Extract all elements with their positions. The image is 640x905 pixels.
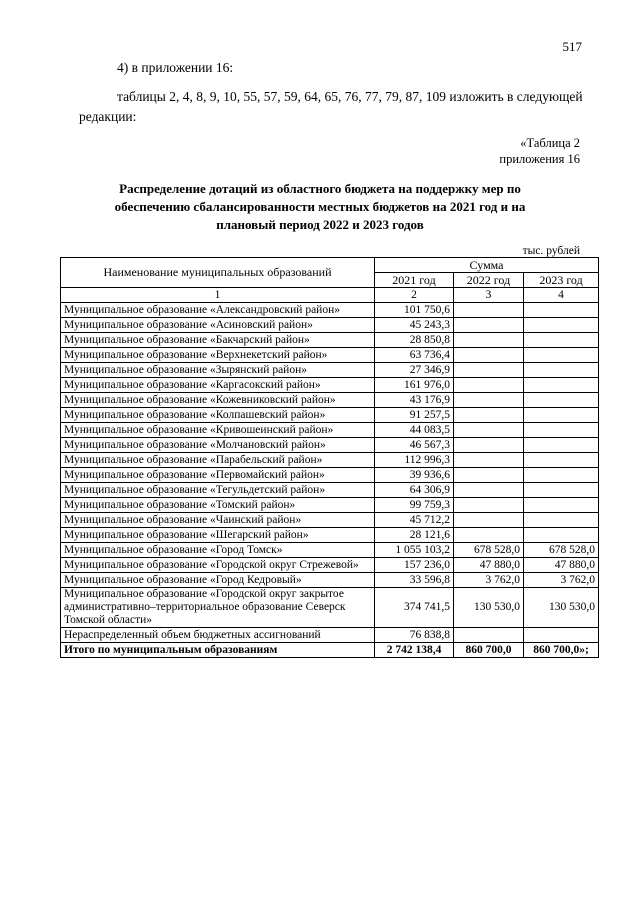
- total-value-2021: 2 742 138,4: [375, 643, 454, 658]
- row-name: Муниципальное образование «Кожевниковский район»: [61, 393, 375, 408]
- row-value-2023: [524, 498, 599, 513]
- header-sum: Сумма: [375, 258, 599, 273]
- header-year-2023: 2023 год: [524, 273, 599, 288]
- table-row: [61, 438, 599, 453]
- row-value-2023: 130 530,0: [524, 588, 599, 628]
- row-value-2023: [524, 628, 599, 643]
- row-value-2021: 43 176,9: [375, 393, 454, 408]
- heading-line-3: плановый период 2022 и 2023 годов: [216, 217, 424, 232]
- total-value-2022: 860 700,0: [454, 643, 524, 658]
- row-value-2022: [454, 408, 524, 423]
- row-value-2021: 76 838,8: [375, 628, 454, 643]
- row-value-2023: [524, 468, 599, 483]
- table-row: [61, 468, 599, 483]
- row-name: Муниципальное образование «Тегульдетский район»: [61, 483, 375, 498]
- row-value-2023: [524, 363, 599, 378]
- document-heading: [60, 180, 580, 234]
- row-value-2022: [454, 333, 524, 348]
- index-col-2: 2: [375, 288, 454, 303]
- row-value-2023: [524, 513, 599, 528]
- row-value-2022: [454, 318, 524, 333]
- row-value-2023: [524, 318, 599, 333]
- row-value-2021: 46 567,3: [375, 438, 454, 453]
- unit-label: тыс. рублей: [522, 245, 580, 257]
- row-value-2021: 101 750,6: [375, 303, 454, 318]
- row-name: Муниципальное образование «Городской округ Стрежевой»: [61, 558, 375, 573]
- row-value-2022: [454, 393, 524, 408]
- index-col-3: 3: [454, 288, 524, 303]
- row-value-2022: [454, 438, 524, 453]
- table-row: [61, 573, 599, 588]
- row-value-2023: [524, 393, 599, 408]
- table-caption: [499, 135, 580, 167]
- page-number: 517: [562, 39, 582, 54]
- row-name: Муниципальное образование «Шегарский район»: [61, 528, 375, 543]
- row-value-2023: [524, 378, 599, 393]
- row-value-2022: 130 530,0: [454, 588, 524, 628]
- row-value-2021: 374 741,5: [375, 588, 454, 628]
- row-name: Муниципальное образование «Парабельский район»: [61, 453, 375, 468]
- row-value-2023: 678 528,0: [524, 543, 599, 558]
- table-row: [61, 303, 599, 318]
- row-value-2022: 47 880,0: [454, 558, 524, 573]
- row-name: Муниципальное образование «Город Кедровый»: [61, 573, 375, 588]
- table-row: [61, 483, 599, 498]
- row-value-2022: [454, 528, 524, 543]
- row-value-2023: [524, 453, 599, 468]
- row-value-2021: 27 346,9: [375, 363, 454, 378]
- row-value-2022: [454, 378, 524, 393]
- row-value-2021: 91 257,5: [375, 408, 454, 423]
- table-row: [61, 558, 599, 573]
- row-value-2021: 99 759,3: [375, 498, 454, 513]
- table-row: [61, 498, 599, 513]
- total-value-2023: 860 700,0»;: [524, 643, 599, 658]
- row-value-2022: 678 528,0: [454, 543, 524, 558]
- row-value-2023: [524, 528, 599, 543]
- caption-table-number: «Таблица 2: [520, 136, 580, 150]
- table-row: [61, 588, 599, 628]
- row-name: Муниципальное образование «Асиновский район»: [61, 318, 375, 333]
- row-value-2023: [524, 438, 599, 453]
- table-row: [61, 628, 599, 643]
- row-name: Муниципальное образование «Чаинский район»: [61, 513, 375, 528]
- row-value-2022: [454, 513, 524, 528]
- row-value-2022: [454, 483, 524, 498]
- table-row: [61, 363, 599, 378]
- index-col-1: 1: [61, 288, 375, 303]
- row-value-2021: 39 936,6: [375, 468, 454, 483]
- row-value-2021: 45 243,3: [375, 318, 454, 333]
- table-row: [61, 453, 599, 468]
- row-name: Муниципальное образование «Верхнекетский район»: [61, 348, 375, 363]
- row-value-2022: [454, 498, 524, 513]
- table-row: [61, 318, 599, 333]
- row-value-2023: [524, 423, 599, 438]
- table-row: [61, 408, 599, 423]
- row-value-2021: 1 055 103,2: [375, 543, 454, 558]
- intro-line-2: таблицы 2, 4, 8, 9, 10, 55, 57, 59, 64, 65, 76, 77, 79, 87, 109 изложить в следующей: [117, 89, 583, 104]
- row-name: Муниципальное образование «Александровский район»: [61, 303, 375, 318]
- table-row: [61, 333, 599, 348]
- table-row: [61, 543, 599, 558]
- row-name: Муниципальное образование «Каргасокский район»: [61, 378, 375, 393]
- row-value-2021: 157 236,0: [375, 558, 454, 573]
- budget-table: [60, 257, 599, 658]
- header-year-2022: 2022 год: [454, 273, 524, 288]
- row-value-2022: [454, 453, 524, 468]
- row-value-2022: [454, 423, 524, 438]
- row-value-2021: 28 850,8: [375, 333, 454, 348]
- row-name: Муниципальное образование «Томский район»: [61, 498, 375, 513]
- intro-line-1: 4) в приложении 16:: [117, 60, 234, 75]
- row-value-2021: 63 736,4: [375, 348, 454, 363]
- row-value-2022: [454, 348, 524, 363]
- table-row: [61, 378, 599, 393]
- total-name: Итого по муниципальным образованиям: [61, 643, 375, 658]
- row-value-2023: [524, 483, 599, 498]
- row-name: Муниципальное образование «Бакчарский район»: [61, 333, 375, 348]
- table-row: [61, 423, 599, 438]
- row-value-2022: [454, 303, 524, 318]
- table-row: [61, 393, 599, 408]
- row-name: Нераспределенный объем бюджетных ассигнований: [61, 628, 375, 643]
- table-row: [61, 528, 599, 543]
- row-value-2022: [454, 628, 524, 643]
- row-name: Муниципальное образование «Кривошеинский район»: [61, 423, 375, 438]
- heading-line-1: Распределение дотаций из областного бюджета на поддержку мер по: [119, 181, 521, 196]
- row-name: Муниципальное образование «Городской округ закрытое административно–территориальное образование Северск Томской области»: [61, 588, 375, 628]
- header-name: Наименование муниципальных образований: [61, 258, 375, 288]
- row-value-2022: [454, 363, 524, 378]
- caption-appendix: приложения 16: [499, 152, 580, 166]
- row-value-2021: 161 976,0: [375, 378, 454, 393]
- row-value-2023: [524, 408, 599, 423]
- table-row: [61, 348, 599, 363]
- row-value-2023: [524, 348, 599, 363]
- row-value-2022: [454, 468, 524, 483]
- row-name: Муниципальное образование «Город Томск»: [61, 543, 375, 558]
- row-value-2021: 33 596,8: [375, 573, 454, 588]
- row-value-2021: 28 121,6: [375, 528, 454, 543]
- row-value-2021: 64 306,9: [375, 483, 454, 498]
- intro-line-3: редакции:: [79, 109, 137, 124]
- row-value-2023: 3 762,0: [524, 573, 599, 588]
- row-name: Муниципальное образование «Зырянский район»: [61, 363, 375, 378]
- row-name: Муниципальное образование «Молчановский район»: [61, 438, 375, 453]
- header-year-2021: 2021 год: [375, 273, 454, 288]
- row-value-2023: [524, 333, 599, 348]
- row-value-2021: 45 712,2: [375, 513, 454, 528]
- row-value-2021: 44 083,5: [375, 423, 454, 438]
- row-value-2023: [524, 303, 599, 318]
- total-row: [61, 643, 599, 658]
- row-value-2022: 3 762,0: [454, 573, 524, 588]
- index-col-4: 4: [524, 288, 599, 303]
- table-row: [61, 513, 599, 528]
- heading-line-2: обеспечению сбалансированности местных бюджетов на 2021 год и на: [114, 199, 526, 214]
- row-name: Муниципальное образование «Первомайский район»: [61, 468, 375, 483]
- row-name: Муниципальное образование «Колпашевский район»: [61, 408, 375, 423]
- row-value-2023: 47 880,0: [524, 558, 599, 573]
- row-value-2021: 112 996,3: [375, 453, 454, 468]
